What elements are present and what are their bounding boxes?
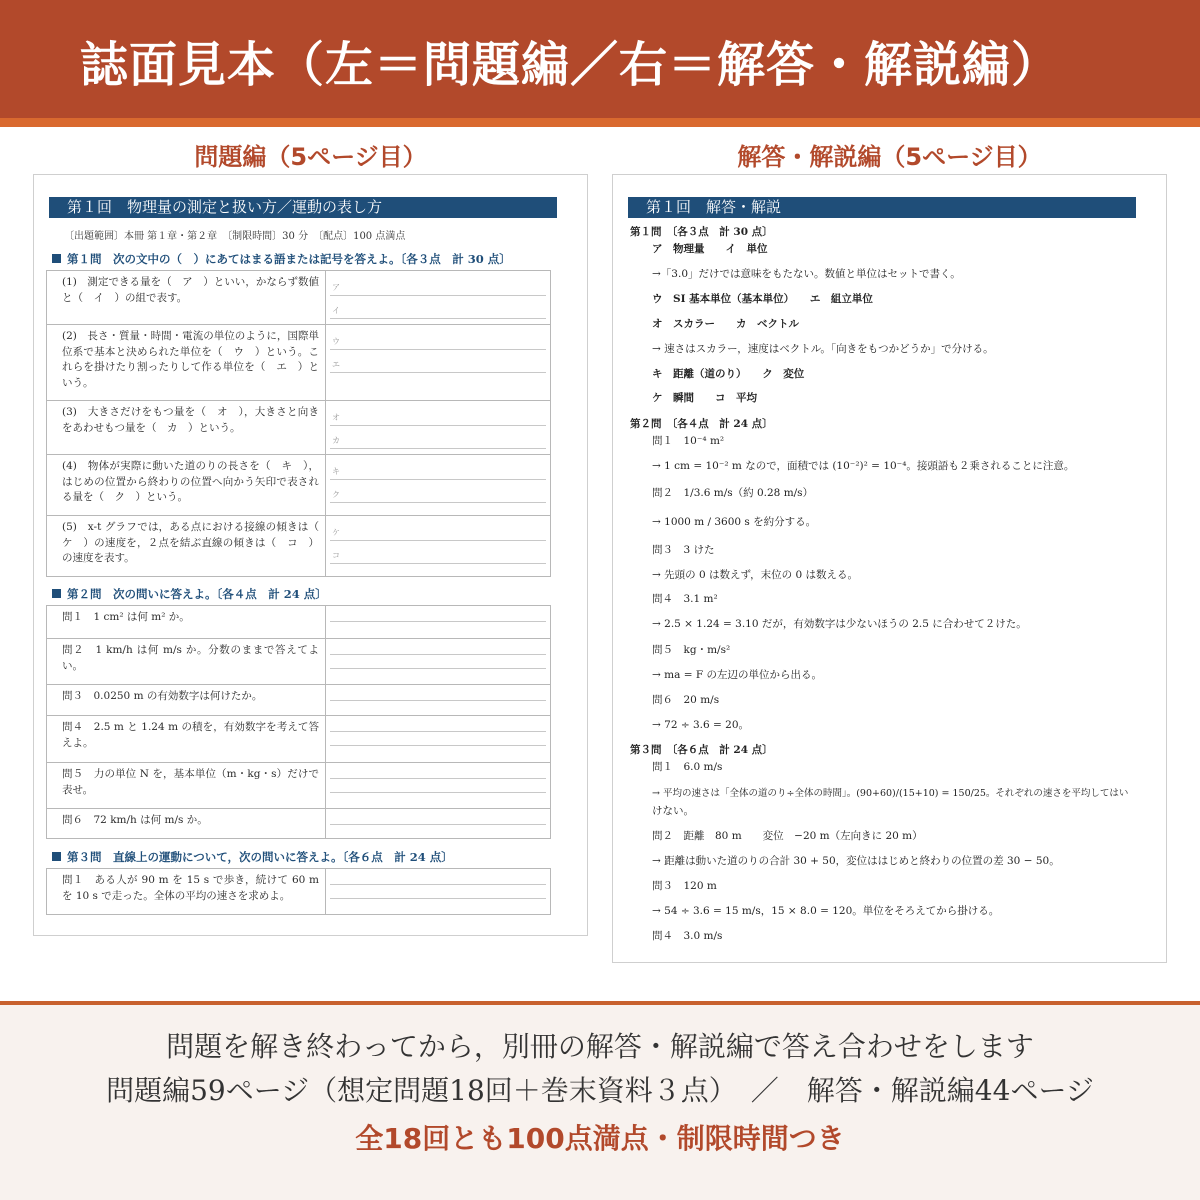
question-row: (5) x-t グラフでは，ある点における接線の傾きは（ ケ ）の速度を，２点を結ぶ直線の傾きは（ コ ）の速度を表す。 ケ コ bbox=[47, 516, 551, 577]
problem-page bbox=[33, 174, 588, 936]
answer-line: オ スカラー カ ベクトル bbox=[652, 318, 799, 330]
question-table-2 bbox=[46, 605, 551, 839]
answer-note: けない。 bbox=[652, 805, 694, 817]
answer-field[interactable]: キ ク bbox=[326, 455, 551, 515]
answer-line: 問６ 20 m/s bbox=[652, 694, 720, 706]
answer-line: 問２ 1/3.6 m/s（約 0.28 m/s） bbox=[652, 487, 814, 499]
answer-note: → 速さはスカラー，速度はベクトル。「向きをもつかどうか」で分ける。 bbox=[652, 343, 994, 355]
answer-note: → 距離は動いた道のりの合計 30 + 50，変位ははじめと終わりの位置の差 30 − 50。 bbox=[652, 855, 1060, 867]
answer-field[interactable]: ア イ bbox=[326, 271, 551, 324]
answer-field[interactable] bbox=[326, 716, 551, 762]
answer-note: → 2.5 × 1.24 = 3.10 だが，有効数字は少ないほうの 2.5 に合わせて２けた。 bbox=[652, 618, 1027, 630]
answer-section-label: 解答・解説編（5ページ目） bbox=[737, 143, 1042, 171]
answer-line: 問４ 3.0 m/s bbox=[652, 930, 723, 942]
answer-line: 問３ 120 m bbox=[652, 880, 717, 892]
answer-field[interactable] bbox=[326, 809, 551, 838]
answer-note: → 72 ÷ 3.6 = 20。 bbox=[652, 719, 750, 731]
footer bbox=[0, 1001, 1200, 1200]
answer-note: → 平均の速さは「全体の道のり÷全体の時間」。(90+60)/(15+10) = 150/25。それぞれの速さを平均してはい bbox=[652, 788, 1129, 799]
answer-note: → 1 cm = 10⁻² m なので，面積では (10⁻²)² = 10⁻⁴。接頭語も２乗されることに注意。 bbox=[652, 460, 1075, 472]
footer-line-2: 問題編59ページ（想定問題18回＋巻末資料３点） ／ 解答・解説編44ページ bbox=[106, 1074, 1094, 1107]
footer-line-1: 問題を解き終わってから，別冊の解答・解説編で答え合わせをします bbox=[166, 1030, 1034, 1063]
question-row: (1) 測定できる量を（ ア ）といい，かならず数値と（ イ ）の組で表す。 ア イ bbox=[47, 271, 551, 325]
question-table-1 bbox=[46, 270, 551, 577]
answer-line: 問４ 3.1 m² bbox=[652, 593, 718, 605]
answer-line: ウ SI 基本単位（基本単位） エ 組立単位 bbox=[652, 293, 873, 305]
answer-line: ケ 瞬間 コ 平均 bbox=[652, 392, 757, 404]
square-bullet-icon bbox=[52, 589, 61, 598]
answer-line: キ 距離（道のり） ク 変位 bbox=[652, 368, 805, 380]
section-3-title: 第３問 直線上の運動について，次の問いに答えよ。〔各６点 計 24 点〕 bbox=[52, 849, 453, 865]
banner-stripe bbox=[0, 118, 1200, 127]
question-row: 問３ 0.0250 m の有効数字は何けたか。 bbox=[47, 685, 551, 716]
answer-section-heading: 第２問 〔各４点 計 24 点〕 bbox=[630, 418, 773, 430]
footer-highlight: 全18回とも100点満点・制限時間つき bbox=[355, 1122, 845, 1155]
question-row: 問５ 力の単位 N を，基本単位（m・kg・s）だけで表せ。 bbox=[47, 763, 551, 809]
answer-page bbox=[612, 174, 1167, 963]
section-1-title: 第１問 次の文中の（ ）にあてはまる語または記号を答えよ。〔各３点 計 30 点〕 bbox=[52, 251, 511, 267]
question-row: (3) 大きさだけをもつ量を（ オ ），大きさと向きをあわせもつ量を（ カ ）という。 オ カ bbox=[47, 401, 551, 455]
answer-field[interactable] bbox=[326, 685, 551, 715]
question-table-3 bbox=[46, 868, 551, 915]
answer-note: → 先頭の 0 は数えず，末位の 0 は数える。 bbox=[652, 569, 859, 581]
question-row: 問１ 1 cm² は何 m² か。 bbox=[47, 606, 551, 639]
square-bullet-icon bbox=[52, 254, 61, 263]
page-banner bbox=[0, 0, 1200, 118]
banner-title: 誌面見本（左＝問題編／右＝解答・解説編） bbox=[80, 37, 1061, 93]
answer-header: 第１回 解答・解説 bbox=[628, 197, 1136, 218]
problem-header: 第１回 物理量の測定と扱い方／運動の表し方 bbox=[49, 197, 557, 218]
answer-line: 問１ 6.0 m/s bbox=[652, 761, 723, 773]
section-2-title: 第２問 次の問いに答えよ。〔各４点 計 24 点〕 bbox=[52, 586, 327, 602]
answer-note: → ma = F の左辺の単位から出る。 bbox=[652, 669, 822, 681]
answer-field[interactable]: ケ コ bbox=[326, 516, 551, 576]
answer-field[interactable] bbox=[326, 869, 551, 914]
question-row: (2) 長さ・質量・時間・電流の単位のように，国際単位系で基本と決められた単位を（ ウ ）という。これらを掛けたり割ったりして作る単位を（ エ ）という。 ウ エ bbox=[47, 325, 551, 401]
answer-field[interactable] bbox=[326, 606, 551, 638]
problem-info: 〔出題範囲〕本冊 第１章・第２章 〔制限時間〕30 分 〔配点〕100 点満点 bbox=[64, 231, 406, 242]
answer-line: 問５ kg・m/s² bbox=[652, 644, 731, 656]
answer-field[interactable] bbox=[326, 639, 551, 684]
answer-line: 問１ 10⁻⁴ m² bbox=[652, 435, 725, 447]
answer-note: → 54 ÷ 3.6 = 15 m/s，15 × 8.0 = 120。単位をそろえてから掛ける。 bbox=[652, 905, 1000, 917]
answer-field[interactable] bbox=[326, 763, 551, 808]
question-row: (4) 物体が実際に動いた道のりの長さを（ キ ），はじめの位置から終わりの位置へ向かう矢印で表される量を（ ク ）という。 キ ク bbox=[47, 455, 551, 516]
answer-field[interactable]: ウ エ bbox=[326, 325, 551, 400]
answer-note: → 1000 m / 3600 s を約分する。 bbox=[652, 516, 817, 528]
question-row: 問２ 1 km/h は何 m/s か。分数のままで答えてよい。 bbox=[47, 639, 551, 685]
problem-section-label: 問題編（5ページ目） bbox=[194, 143, 427, 171]
question-row: 問４ 2.5 m と 1.24 m の積を，有効数字を考えて答えよ。 bbox=[47, 716, 551, 763]
answer-line: ア 物理量 イ 単位 bbox=[652, 243, 768, 255]
answer-line: 問２ 距離 80 m 変位 −20 m（左向きに 20 m） bbox=[652, 830, 923, 842]
answer-note: →「3.0」だけでは意味をもたない。数値と単位はセットで書く。 bbox=[652, 268, 961, 280]
answer-line: 問３ 3 けた bbox=[652, 544, 715, 556]
answer-body bbox=[630, 225, 1156, 955]
square-bullet-icon bbox=[52, 852, 61, 861]
answer-field[interactable]: オ カ bbox=[326, 401, 551, 454]
answer-section-heading: 第３問 〔各６点 計 24 点〕 bbox=[630, 744, 773, 756]
answer-section-heading: 第１問 〔各３点 計 30 点〕 bbox=[630, 226, 773, 238]
question-row: 問１ ある人が 90 m を 15 s で歩き，続けて 60 m を 10 s で走った。全体の平均の速さを求めよ。 bbox=[47, 869, 551, 915]
question-row: 問６ 72 km/h は何 m/s か。 bbox=[47, 809, 551, 839]
